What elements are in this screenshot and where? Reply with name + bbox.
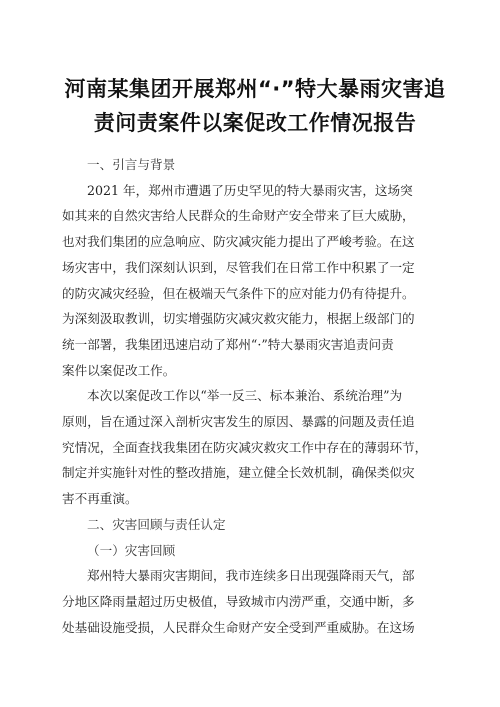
paragraph-line: 害不再重演。 (62, 491, 138, 507)
paragraph-line: 原则，旨在通过深入剖析灾害发生的原因、暴露的问题及责任追 (62, 414, 415, 430)
paragraph-line: 本次以案促改工作以“举一反三、标本兼治、系统治理”为 (87, 388, 403, 404)
paragraph-line: 处基础设施受损，人民群众生命财产安全受到严重威胁。在这场 (62, 619, 415, 635)
paragraph-line: 分地区降雨量超过历史极值，导致城市内涝严重，交通中断，多 (62, 593, 415, 609)
section-heading-review: 二、灾害回顾与责任认定 (87, 516, 226, 532)
section-heading-intro: 一、引言与背景 (87, 157, 176, 172)
paragraph-line: 制定并实施针对性的整改措施，建立健全长效机制，确保类似灾 (62, 465, 415, 481)
subsection-heading-review: （一）灾害回顾 (87, 542, 176, 558)
paragraph-line: 如其来的自然灾害给人民群众的生命财产安全带来了巨大威胁， (62, 208, 415, 224)
title-line-1: 河南某集团开展郑州“·”特大暴雨灾害追 (64, 77, 446, 101)
paragraph-line: 也对我们集团的应急响应、防灾减灾能力提出了严峻考验。在这 (62, 234, 415, 250)
paragraph-line: 郑州特大暴雨灾害期间，我市连续多日出现强降雨天气，部 (87, 568, 415, 584)
document-body (62, 152, 448, 640)
paragraph-line: 案件以案促改工作。 (62, 362, 176, 378)
paragraph-line: 究情况，全面查找我集团在防灾减灾救灾工作中存在的薄弱环节， (62, 439, 428, 455)
paragraph-line: 统一部署，我集团迅速启动了郑州“·”特大暴雨灾害追责问责 (62, 336, 394, 352)
paragraph-line: 场灾害中，我们深刻认识到，尽管我们在日常工作中积累了一定 (62, 259, 415, 275)
document-title (62, 72, 448, 140)
paragraph-line: 2021 年，郑州市遭遇了历史罕见的特大暴雨灾害，这场突 (87, 182, 413, 198)
paragraph-line: 为深刻汲取教训，切实增强防灾减灾救灾能力，根据上级部门的 (62, 311, 415, 327)
title-line-2: 责问责案件以案促改工作情况报告 (93, 111, 417, 135)
paragraph-line: 的防灾减灾经验，但在极端天气条件下的应对能力仍有待提升。 (62, 285, 415, 301)
